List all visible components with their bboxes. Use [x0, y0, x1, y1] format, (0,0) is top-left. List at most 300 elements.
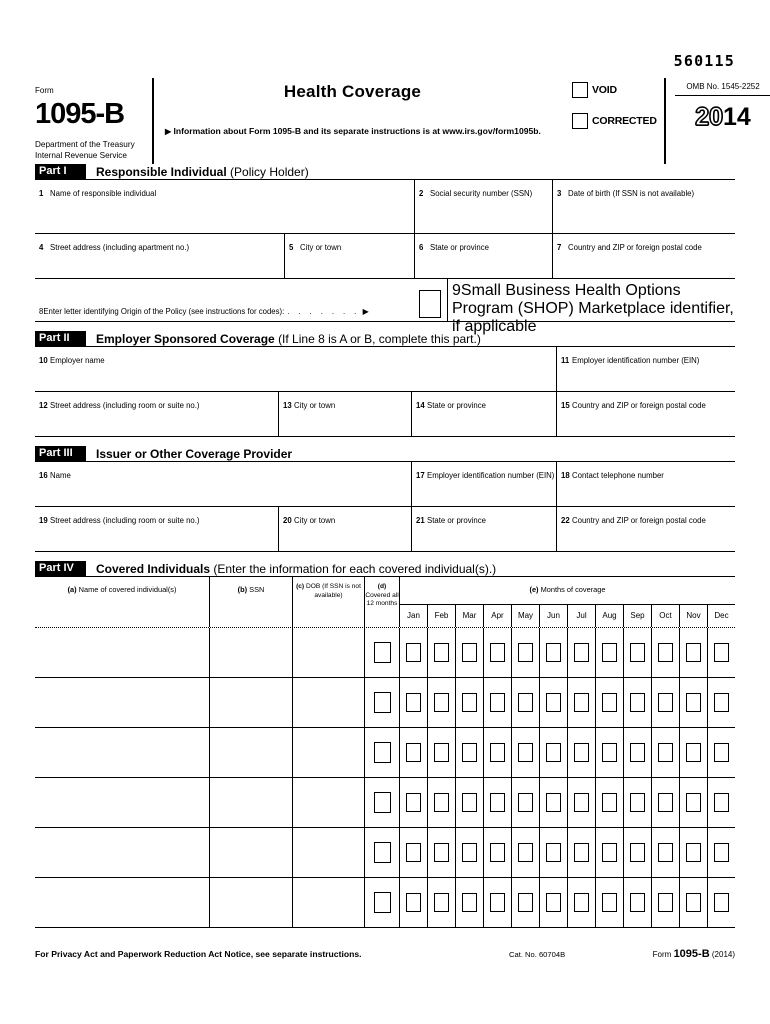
field-4-label: Street address (including apartment no.): [50, 243, 190, 252]
month-checkbox-sep[interactable]: [630, 643, 645, 662]
part-1-title: [96, 165, 309, 179]
field-10-number: 10: [39, 356, 48, 365]
part-3-row-1: [35, 462, 735, 507]
month-cell-sep-row-23[interactable]: [624, 628, 652, 677]
column-header-dob: [293, 577, 365, 627]
part-3-row-2: [35, 507, 735, 552]
month-cell-dec-row-27[interactable]: [708, 828, 735, 877]
privacy-act-notice: For Privacy Act and Paperwork Reduction Act Notice, see separate instructions.: [35, 949, 362, 959]
month-checkbox-apr[interactable]: [490, 793, 505, 812]
month-cell-may-row-27[interactable]: [512, 828, 540, 877]
month-cell-dec-row-24[interactable]: [708, 678, 735, 727]
month-cell-nov-row-28[interactable]: [680, 878, 708, 927]
field-9-shop-identifier[interactable]: [448, 279, 735, 335]
month-checkbox-jul[interactable]: [574, 693, 589, 712]
month-checkbox-apr[interactable]: [490, 643, 505, 662]
month-cell-mar-row-25[interactable]: [456, 728, 484, 777]
month-checkbox-apr[interactable]: [490, 693, 505, 712]
month-checkbox-mar[interactable]: [462, 793, 477, 812]
month-cell-dec-row-26[interactable]: [708, 778, 735, 827]
month-checkbox-may[interactable]: [518, 693, 533, 712]
month-label-jun: Jun: [540, 605, 568, 627]
month-checkbox-oct[interactable]: [658, 643, 673, 662]
cell-name-row-27[interactable]: [35, 828, 210, 877]
instructions-line: [165, 126, 540, 136]
month-cell-apr-row-25[interactable]: [484, 728, 512, 777]
month-cell-jul-row-24[interactable]: [568, 678, 596, 727]
month-checkbox-feb[interactable]: [434, 893, 449, 912]
cell-ssn-row-27[interactable]: [210, 828, 293, 877]
form-word-label: Form: [35, 86, 54, 95]
month-checkbox-sep[interactable]: [630, 743, 645, 762]
column-header-covered-all-12-months: [365, 577, 400, 627]
column-b-tag: (b): [237, 585, 248, 594]
month-checkbox-dec[interactable]: [714, 693, 729, 712]
form-body: [35, 163, 735, 928]
cell-name-row-26[interactable]: [35, 778, 210, 827]
month-checkbox-may[interactable]: [518, 743, 533, 762]
month-cell-apr-row-23[interactable]: [484, 628, 512, 677]
month-cell-jun-row-25[interactable]: [540, 728, 568, 777]
month-cell-sep-row-28[interactable]: [624, 878, 652, 927]
field-16-label: Name: [50, 471, 71, 480]
column-e-tag: (e): [529, 585, 539, 594]
month-checkbox-aug[interactable]: [602, 743, 617, 762]
month-cell-jan-row-26[interactable]: [400, 778, 428, 827]
month-cell-apr-row-27[interactable]: [484, 828, 512, 877]
corrected-checkbox[interactable]: [572, 113, 588, 129]
month-cell-feb-row-26[interactable]: [428, 778, 456, 827]
month-label-oct: Oct: [652, 605, 680, 627]
month-checkbox-jul[interactable]: [574, 743, 589, 762]
month-checkbox-dec[interactable]: [714, 743, 729, 762]
month-cell-aug-row-28[interactable]: [596, 878, 624, 927]
covered-all-12-months-checkbox[interactable]: [374, 842, 391, 863]
part-2-title-bold: Employer Sponsored Coverage: [96, 332, 275, 346]
field-22-label: Country and ZIP or foreign postal code: [572, 516, 706, 525]
month-label-dec: Dec: [714, 611, 729, 620]
part-4-title: [96, 562, 496, 576]
month-checkbox-oct[interactable]: [658, 793, 673, 812]
month-cell-jun-row-23[interactable]: [540, 628, 568, 677]
month-checkbox-may[interactable]: [518, 643, 533, 662]
month-checkbox-feb[interactable]: [434, 843, 449, 862]
month-cell-jun-row-24[interactable]: [540, 678, 568, 727]
field-22-number: 22: [561, 516, 570, 525]
month-cell-jun-row-28[interactable]: [540, 878, 568, 927]
field-11-employer-ein[interactable]: [557, 347, 735, 391]
field-7-country-and-zip[interactable]: [553, 234, 735, 278]
month-checkbox-may[interactable]: [518, 893, 533, 912]
month-checkbox-apr[interactable]: [490, 743, 505, 762]
part-2-row-1: [35, 347, 735, 392]
month-cell-aug-row-26[interactable]: [596, 778, 624, 827]
column-a-tag: (a): [67, 585, 77, 594]
month-checkbox-sep[interactable]: [630, 693, 645, 712]
field-7-number: 7: [557, 243, 562, 252]
month-checkbox-aug[interactable]: [602, 643, 617, 662]
month-cell-sep-row-27[interactable]: [624, 828, 652, 877]
month-cell-aug-row-25[interactable]: [596, 728, 624, 777]
month-cell-jan-row-24[interactable]: [400, 678, 428, 727]
part-1-row-1: [35, 180, 735, 234]
month-checkbox-jun[interactable]: [546, 843, 561, 862]
month-cell-jan-row-23[interactable]: [400, 628, 428, 677]
month-cell-mar-row-28[interactable]: [456, 878, 484, 927]
header-center-block: [165, 82, 540, 136]
month-checkbox-sep[interactable]: [630, 843, 645, 862]
field-20-number: 20: [283, 516, 292, 525]
field-3-date-of-birth[interactable]: [553, 180, 735, 233]
month-cell-dec-row-28[interactable]: [708, 878, 735, 927]
footer-form-id: [653, 948, 735, 960]
month-cell-mar-row-27[interactable]: [456, 828, 484, 877]
field-19-label: Street address (including room or suite no.): [50, 516, 200, 525]
month-cell-feb-row-27[interactable]: [428, 828, 456, 877]
header-left-block: [35, 80, 145, 161]
month-cell-may-row-28[interactable]: [512, 878, 540, 927]
month-cell-oct-row-28[interactable]: [652, 878, 680, 927]
month-cell-feb-row-24[interactable]: [428, 678, 456, 727]
cell-covered-all-12-months-row-26[interactable]: [365, 778, 400, 827]
field-17-label: Employer identification number (EIN): [427, 471, 555, 480]
month-checkbox-feb[interactable]: [434, 743, 449, 762]
column-c-label: DOB (If SSN is not available): [305, 583, 361, 599]
field-8-arrow-icon: ▶: [362, 307, 369, 316]
month-cell-oct-row-25[interactable]: [652, 728, 680, 777]
month-checkbox-jan[interactable]: [406, 893, 421, 912]
month-checkbox-dec[interactable]: [714, 893, 729, 912]
month-cell-feb-row-23[interactable]: [428, 628, 456, 677]
month-label-feb: Feb: [428, 605, 456, 627]
month-cell-apr-row-26[interactable]: [484, 778, 512, 827]
month-cell-jul-row-25[interactable]: [568, 728, 596, 777]
field-20-city-or-town[interactable]: [279, 507, 412, 551]
instructions-text: Information about Form 1095-B and its separate instructions is at www.irs.gov/form1095b.: [173, 126, 541, 136]
month-checkbox-jan[interactable]: [406, 793, 421, 812]
field-14-number: 14: [416, 401, 425, 410]
month-cell-jan-row-27[interactable]: [400, 828, 428, 877]
part-4-tag: Part IV: [35, 561, 86, 576]
table-row: [35, 628, 735, 678]
field-5-city-or-town[interactable]: [285, 234, 415, 278]
footer-form-year: (2014): [711, 950, 735, 959]
month-checkbox-jun[interactable]: [546, 693, 561, 712]
month-cell-oct-row-24[interactable]: [652, 678, 680, 727]
field-8-origin-of-policy[interactable]: [35, 279, 448, 321]
field-13-city-or-town[interactable]: [279, 392, 412, 436]
tax-year-suffix: 14: [723, 103, 751, 131]
field-14-state-or-province[interactable]: [412, 392, 557, 436]
covered-all-12-months-checkbox[interactable]: [374, 742, 391, 763]
field-18-number: 18: [561, 471, 570, 480]
field-18-label: Contact telephone number: [572, 471, 664, 480]
field-1-label: Name of responsible individual: [50, 189, 157, 198]
table-row: [35, 778, 735, 828]
catalog-number: Cat. No. 60704B: [509, 950, 566, 959]
month-checkbox-aug[interactable]: [602, 793, 617, 812]
month-cell-dec-row-25[interactable]: [708, 728, 735, 777]
month-checkbox-sep[interactable]: [630, 793, 645, 812]
part-3-title: [96, 447, 292, 461]
cell-covered-all-12-months-row-27[interactable]: [365, 828, 400, 877]
month-checkbox-jul[interactable]: [574, 893, 589, 912]
cell-covered-all-12-months-row-25[interactable]: [365, 728, 400, 777]
month-checkbox-apr[interactable]: [490, 843, 505, 862]
tax-year: [675, 103, 770, 131]
month-checkbox-mar[interactable]: [462, 693, 477, 712]
cell-name-row-24[interactable]: [35, 678, 210, 727]
month-checkbox-jan[interactable]: [406, 643, 421, 662]
field-4-number: 4: [39, 243, 44, 252]
month-cell-aug-row-27[interactable]: [596, 828, 624, 877]
month-cell-jan-row-25[interactable]: [400, 728, 428, 777]
month-cell-nov-row-25[interactable]: [680, 728, 708, 777]
tax-year-prefix: 20: [695, 103, 723, 131]
field-3-number: 3: [557, 189, 562, 198]
field-19-number: 19: [39, 516, 48, 525]
month-checkbox-feb[interactable]: [434, 643, 449, 662]
month-checkbox-jul[interactable]: [574, 793, 589, 812]
month-cell-mar-row-23[interactable]: [456, 628, 484, 677]
cell-name-row-23[interactable]: [35, 628, 210, 677]
field-21-number: 21: [416, 516, 425, 525]
field-1-name-of-responsible-individual[interactable]: [35, 180, 415, 233]
month-cell-jul-row-28[interactable]: [568, 878, 596, 927]
month-cell-jul-row-27[interactable]: [568, 828, 596, 877]
month-cell-may-row-25[interactable]: [512, 728, 540, 777]
void-label: VOID: [592, 84, 617, 96]
field-22-country-and-zip[interactable]: [557, 507, 735, 551]
cell-ssn-row-26[interactable]: [210, 778, 293, 827]
month-label-mar: Mar: [456, 605, 484, 627]
field-10-employer-name[interactable]: [35, 347, 557, 391]
field-13-number: 13: [283, 401, 292, 410]
month-checkbox-mar[interactable]: [462, 893, 477, 912]
month-cell-jul-row-26[interactable]: [568, 778, 596, 827]
cell-dob-row-27[interactable]: [293, 828, 365, 877]
field-9-number: 9: [452, 282, 461, 299]
field-12-street-address[interactable]: [35, 392, 279, 436]
field-19-street-address[interactable]: [35, 507, 279, 551]
month-checkbox-oct[interactable]: [658, 693, 673, 712]
field-17-issuer-ein[interactable]: [412, 462, 557, 506]
month-checkbox-nov[interactable]: [686, 743, 701, 762]
month-checkbox-jun[interactable]: [546, 643, 561, 662]
form-footer: [35, 948, 735, 960]
cell-ssn-row-23[interactable]: [210, 628, 293, 677]
cell-covered-all-12-months-row-23[interactable]: [365, 628, 400, 677]
month-cell-feb-row-25[interactable]: [428, 728, 456, 777]
part-1-row-3: [35, 279, 735, 335]
month-cell-apr-row-24[interactable]: [484, 678, 512, 727]
month-cell-mar-row-26[interactable]: [456, 778, 484, 827]
month-cell-may-row-23[interactable]: [512, 628, 540, 677]
part-4-header: [35, 560, 735, 577]
field-6-number: 6: [419, 243, 424, 252]
month-cell-dec-row-23[interactable]: [708, 628, 735, 677]
field-8-text: [39, 307, 369, 316]
month-checkbox-oct[interactable]: [658, 743, 673, 762]
field-2-label: Social security number (SSN): [430, 189, 533, 198]
footer-form-word: Form: [652, 950, 672, 959]
month-checkbox-nov[interactable]: [686, 693, 701, 712]
part-1-title-light: (Policy Holder): [230, 165, 309, 179]
month-label-row: [400, 605, 735, 627]
field-21-state-or-province[interactable]: [412, 507, 557, 551]
month-cell-oct-row-23[interactable]: [652, 628, 680, 677]
column-c-tag: (c): [296, 583, 305, 590]
field-8-input[interactable]: [419, 290, 441, 318]
field-5-number: 5: [289, 243, 294, 252]
field-4-street-address[interactable]: [35, 234, 285, 278]
month-cell-nov-row-23[interactable]: [680, 628, 708, 677]
part-2-row-2: [35, 392, 735, 437]
part-4-rows: [35, 628, 735, 928]
field-10-label: Employer name: [50, 356, 105, 365]
field-1-number: 1: [39, 189, 44, 198]
field-3-label: Date of birth (If SSN is not available): [568, 189, 695, 198]
month-cell-mar-row-24[interactable]: [456, 678, 484, 727]
cell-ssn-row-24[interactable]: [210, 678, 293, 727]
month-checkbox-may[interactable]: [518, 793, 533, 812]
month-cell-oct-row-26[interactable]: [652, 778, 680, 827]
field-6-label: State or province: [430, 243, 489, 252]
month-cell-jun-row-26[interactable]: [540, 778, 568, 827]
month-cell-oct-row-27[interactable]: [652, 828, 680, 877]
month-checkbox-sep[interactable]: [630, 893, 645, 912]
month-checkbox-may[interactable]: [518, 843, 533, 862]
field-2-number: 2: [419, 189, 424, 198]
month-checkbox-apr[interactable]: [490, 893, 505, 912]
month-checkbox-dec[interactable]: [714, 843, 729, 862]
field-7-label: Country and ZIP or foreign postal code: [568, 243, 702, 252]
cell-dob-row-25[interactable]: [293, 728, 365, 777]
month-checkbox-jan[interactable]: [406, 743, 421, 762]
month-checkbox-jan[interactable]: [406, 843, 421, 862]
field-6-state-or-province[interactable]: [415, 234, 553, 278]
column-d-label: Covered all 12 months: [365, 591, 399, 607]
column-header-name: [35, 577, 210, 627]
month-cell-nov-row-26[interactable]: [680, 778, 708, 827]
field-2-ssn[interactable]: [415, 180, 553, 233]
field-15-country-and-zip[interactable]: [557, 392, 735, 436]
cell-name-row-28[interactable]: [35, 878, 210, 927]
field-16-issuer-name[interactable]: [35, 462, 412, 506]
field-18-contact-telephone[interactable]: [557, 462, 735, 506]
month-checkbox-aug[interactable]: [602, 893, 617, 912]
month-cell-sep-row-26[interactable]: [624, 778, 652, 827]
cell-ssn-row-25[interactable]: [210, 728, 293, 777]
cell-name-row-25[interactable]: [35, 728, 210, 777]
month-checkbox-nov[interactable]: [686, 893, 701, 912]
page-title: Health Coverage: [283, 82, 422, 101]
part-2-title: [96, 332, 481, 346]
month-checkbox-feb[interactable]: [434, 793, 449, 812]
field-12-number: 12: [39, 401, 48, 410]
field-16-number: 16: [39, 471, 48, 480]
month-checkbox-mar[interactable]: [462, 843, 477, 862]
form-number-label: 1095-B: [35, 98, 125, 130]
month-cell-feb-row-28[interactable]: [428, 878, 456, 927]
covered-all-12-months-checkbox[interactable]: [374, 792, 391, 813]
month-checkbox-mar[interactable]: [462, 743, 477, 762]
month-cell-may-row-24[interactable]: [512, 678, 540, 727]
month-checkbox-jun[interactable]: [546, 743, 561, 762]
month-cell-jun-row-27[interactable]: [540, 828, 568, 877]
month-cell-apr-row-28[interactable]: [484, 878, 512, 927]
month-checkbox-nov[interactable]: [686, 643, 701, 662]
month-checkbox-dec[interactable]: [714, 793, 729, 812]
month-cell-aug-row-24[interactable]: [596, 678, 624, 727]
month-cell-nov-row-27[interactable]: [680, 828, 708, 877]
month-cell-may-row-26[interactable]: [512, 778, 540, 827]
month-checkbox-oct[interactable]: [658, 893, 673, 912]
covered-all-12-months-checkbox[interactable]: [374, 692, 391, 713]
cell-dob-row-28[interactable]: [293, 878, 365, 927]
void-checkbox-row[interactable]: [572, 82, 662, 98]
cell-months-row-28: [400, 878, 735, 927]
corrected-checkbox-row[interactable]: [572, 113, 662, 129]
field-11-label: Employer identification number (EIN): [572, 356, 700, 365]
cell-covered-all-12-months-row-28[interactable]: [365, 878, 400, 927]
void-checkbox[interactable]: [572, 82, 588, 98]
column-e-label: Months of coverage: [540, 585, 606, 594]
month-checkbox-jul[interactable]: [574, 843, 589, 862]
cell-months-row-25: [400, 728, 735, 777]
covered-all-12-months-checkbox[interactable]: [374, 892, 391, 913]
month-checkbox-mar[interactable]: [462, 643, 477, 662]
field-17-number: 17: [416, 471, 425, 480]
cell-dob-row-26[interactable]: [293, 778, 365, 827]
month-checkbox-dec[interactable]: [714, 643, 729, 662]
part-4-title-bold: Covered Individuals: [96, 562, 211, 576]
cell-months-row-23: [400, 628, 735, 677]
form-header: [35, 52, 760, 164]
cell-covered-all-12-months-row-24[interactable]: [365, 678, 400, 727]
month-checkbox-oct[interactable]: [658, 843, 673, 862]
month-cell-aug-row-23[interactable]: [596, 628, 624, 677]
month-cell-jul-row-23[interactable]: [568, 628, 596, 677]
month-label-may: May: [512, 605, 540, 627]
month-checkbox-aug[interactable]: [602, 843, 617, 862]
header-divider-left: [152, 78, 154, 164]
month-checkbox-nov[interactable]: [686, 843, 701, 862]
month-checkbox-jun[interactable]: [546, 793, 561, 812]
part-2-header: [35, 330, 735, 347]
table-row: [35, 678, 735, 728]
month-label-nov: Nov: [680, 605, 708, 627]
month-checkbox-aug[interactable]: [602, 693, 617, 712]
month-checkbox-jul[interactable]: [574, 643, 589, 662]
month-cell-sep-row-25[interactable]: [624, 728, 652, 777]
month-cell-jan-row-28[interactable]: [400, 878, 428, 927]
cell-dob-row-23[interactable]: [293, 628, 365, 677]
header-divider-right: [664, 78, 666, 164]
cell-ssn-row-28[interactable]: [210, 878, 293, 927]
covered-all-12-months-checkbox[interactable]: [374, 642, 391, 663]
month-cell-nov-row-24[interactable]: [680, 678, 708, 727]
month-checkbox-jan[interactable]: [406, 693, 421, 712]
field-15-number: 15: [561, 401, 570, 410]
cell-dob-row-24[interactable]: [293, 678, 365, 727]
month-checkbox-feb[interactable]: [434, 693, 449, 712]
month-checkbox-jun[interactable]: [546, 893, 561, 912]
month-label-aug: Aug: [596, 605, 624, 627]
month-cell-sep-row-24[interactable]: [624, 678, 652, 727]
month-checkbox-nov[interactable]: [686, 793, 701, 812]
column-a-label: Name of covered individual(s): [78, 585, 177, 594]
